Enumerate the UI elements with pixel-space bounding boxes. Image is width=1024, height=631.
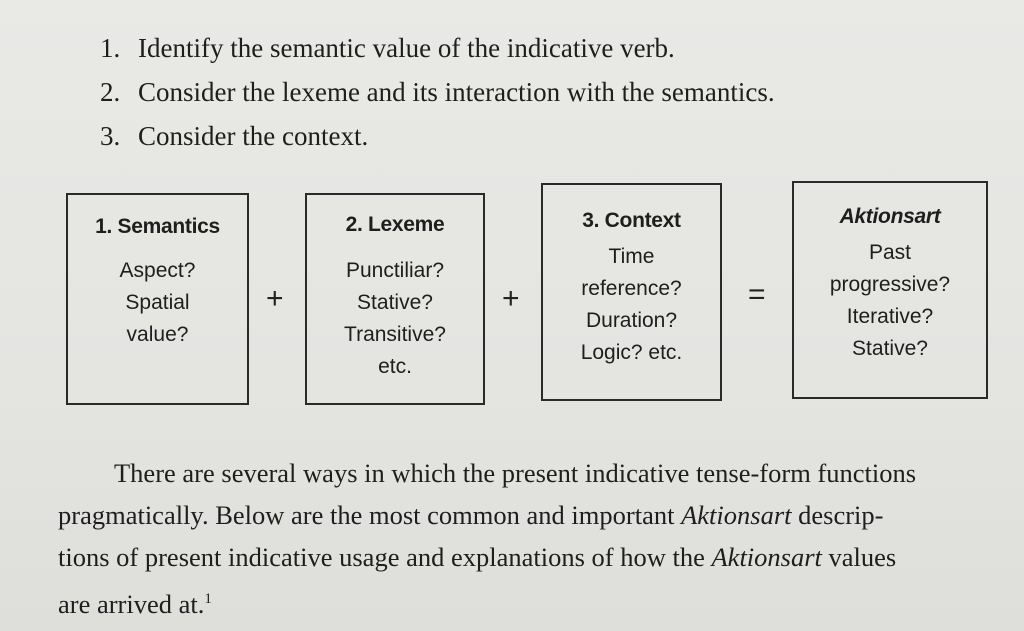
step-item [100, 26, 775, 70]
box-line: Time [608, 245, 655, 268]
box-line: Duration? [585, 309, 678, 332]
box-line: Punctiliar? [345, 259, 445, 282]
aktionsart-box [792, 181, 988, 399]
box-line: reference? [581, 277, 682, 300]
lexeme-box [305, 193, 485, 405]
box-line: progressive? [829, 273, 951, 296]
paragraph-line [58, 536, 1003, 578]
text-run: pragmatically. Below are the most common and important [58, 500, 682, 530]
box-line: Stative? [852, 337, 928, 360]
step-item [100, 114, 775, 158]
context-box [541, 183, 722, 401]
steps-list [100, 26, 775, 158]
box-title: 1. Semantics [95, 215, 220, 238]
equals-operator: = [748, 278, 766, 311]
emphasis-term: Aktionsart [711, 542, 822, 572]
box-lines [68, 255, 247, 351]
step-text: Consider the lexeme and its interaction with the semantics. [138, 77, 775, 107]
step-text: Identify the semantic value of the indicative verb. [138, 33, 675, 63]
emphasis-term: Aktionsart [681, 500, 792, 530]
step-number: 1. [100, 33, 121, 63]
plus-operator: + [502, 282, 520, 315]
step-text: Consider the context. [138, 121, 369, 151]
box-line: Spatial [125, 291, 190, 314]
box-line: Stative? [357, 291, 433, 314]
footnote-marker[interactable]: 1 [204, 591, 212, 607]
paragraph-line: There are several ways in which the present indicative tense-form functions [114, 458, 917, 488]
box-line: Iterative? [846, 305, 934, 328]
box-title: 3. Context [582, 209, 681, 232]
step-number: 2. [100, 77, 121, 107]
box-lines [543, 241, 720, 369]
semantics-box [66, 193, 249, 405]
text-run: are arrived at. [58, 589, 205, 619]
paragraph-line [58, 578, 1003, 625]
box-line: Aspect? [119, 259, 196, 282]
box-line: Transitive? [344, 323, 446, 346]
text-run: tions of present indicative usage and explanations of how the [58, 542, 712, 572]
step-item [100, 70, 775, 114]
step-number: 3. [100, 121, 121, 151]
text-run: descrip- [791, 500, 884, 530]
text-run: values [821, 542, 897, 572]
box-line: value? [126, 323, 189, 346]
box-title: 2. Lexeme [345, 213, 445, 236]
body-paragraph [58, 452, 1003, 625]
paragraph-line [58, 494, 1003, 536]
box-line: etc. [378, 355, 412, 378]
box-line: Logic? etc. [580, 341, 683, 364]
box-lines [307, 255, 483, 383]
box-lines [794, 237, 986, 365]
box-title: Aktionsart [839, 205, 941, 228]
plus-operator: + [266, 282, 284, 315]
box-line: Past [868, 241, 912, 264]
